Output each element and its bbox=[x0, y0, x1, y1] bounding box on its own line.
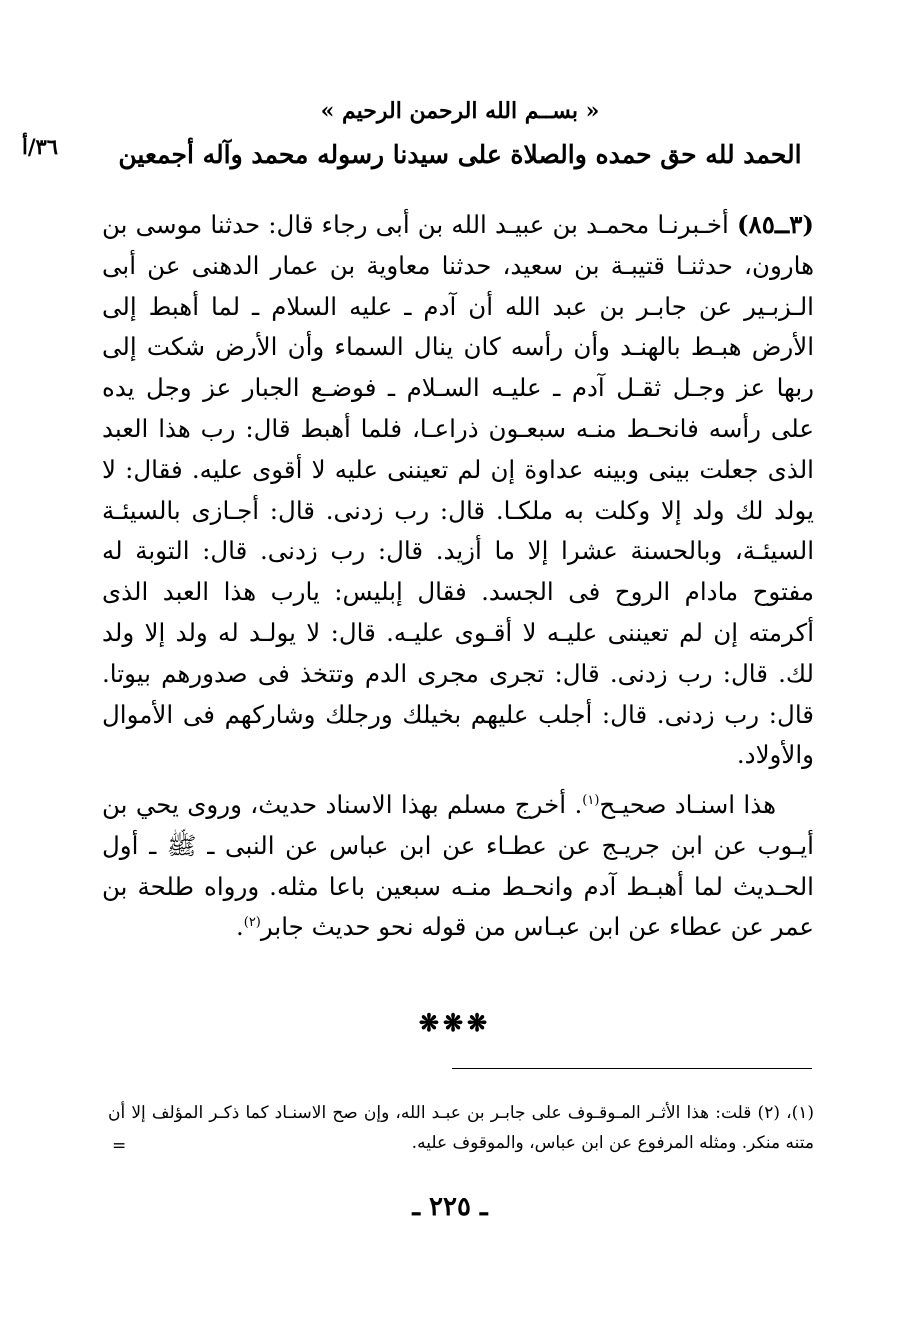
commentary-text-part1: هذا اسنـاد صحيـح bbox=[599, 790, 776, 819]
footnote-ref-1: (١) bbox=[582, 792, 600, 808]
page-number: ـ ٢٢٥ ـ bbox=[412, 1192, 488, 1222]
commentary-text-part2: . أخرج مسلم بهذا الاسناد حديث، وروى يحي بن أيـوب عن ابن جريـج عن عطـاء عن ابن عباس عن النبى ـ ﷺ ـ أول الحـديث لما أهبـط آدم وانحـط منـه سبعين باعا مثله. ورواه طلحة بن عمر عن عطاء عن ابن عبـاس من قوله نحو حديث جابر bbox=[102, 790, 814, 942]
footnote-continuation-mark: = bbox=[112, 1136, 127, 1156]
footnotes: (١)، (٢) قلت: هذا الأثـر المـوقـوف على جابـر بن عبـد الله، وإن صح الاسنـاد كما ذكـر المؤلف إلا أن متنه منكر. ومثله المرفوع عن ابن عباس، والموقوف عليه. bbox=[108, 1103, 814, 1153]
section-separator: ❋❋❋ bbox=[418, 1008, 492, 1037]
footnote-divider bbox=[452, 1068, 812, 1069]
commentary-text-part3: . bbox=[235, 912, 244, 942]
folio-reference: ٣٦/أ bbox=[22, 134, 59, 159]
hamdala-heading: الحمد لله حق حمده والصلاة على سيدنا رسوله محمد وآله أجمعين bbox=[118, 140, 802, 169]
hadith-number: (٣ــ٨٥) bbox=[736, 210, 814, 239]
hadith-paragraph bbox=[102, 205, 814, 776]
basmala-heading: « بســم الله الرحمن الرحيم » bbox=[320, 98, 600, 124]
commentary-paragraph bbox=[102, 785, 814, 948]
footnote-ref-2: (٢) bbox=[243, 915, 261, 931]
hadith-text: أخـبرنـا محمـد بن عبيـد الله بن أبى رجاء قال: حدثنا موسى بن هارون، حدثنـا قتيبـة بن سعيد، حدثنا معاوية بن عمار الدهنى عن أبى الـزبـير عن جابـر بن عبد الله أن آدم ـ عليه السلام ـ لما أهبط إلى الأرض هبـط بالهنـد وأن رأسه كان ينال السماء وأن الأرض شكت إلى ربها عز وجـل ثقـل آدم ـ عليـه السـلام ـ فوضـع الجبار عز وجل يده على رأسه فانحـط منـه سبعـون ذراعـا، فلما أهبط قال: رب هذا العبد الذى جعلت بينى وبينه عداوة إن لم تعيننى عليه لا أقوى عليه. فقال: لا يولد لك ولد إلا وكلت به ملكـا. قال: رب زدنى. قال: أجـازى بالسيئـة السيئـة، وبالحسنة عشرا إلا ما أزيد. قال: رب زدنى. قال: التوبة له مفتوح مادام الروح فى الجسد. فقال إبليس: يارب هذا العبد الذى أكرمته إن لم تعيننى عليـه لا أقـوى عليـه. قال: لا يولـد له ولد إلا ولد لك. قال: رب زدنى. قال: تجرى مجرى الدم وتتخذ فى صدورهم بيوتا. قال: رب زدنى. قال: أجلب عليهم بخيلك ورجلك وشاركهم فى الأموال والأولاد. bbox=[102, 210, 814, 770]
